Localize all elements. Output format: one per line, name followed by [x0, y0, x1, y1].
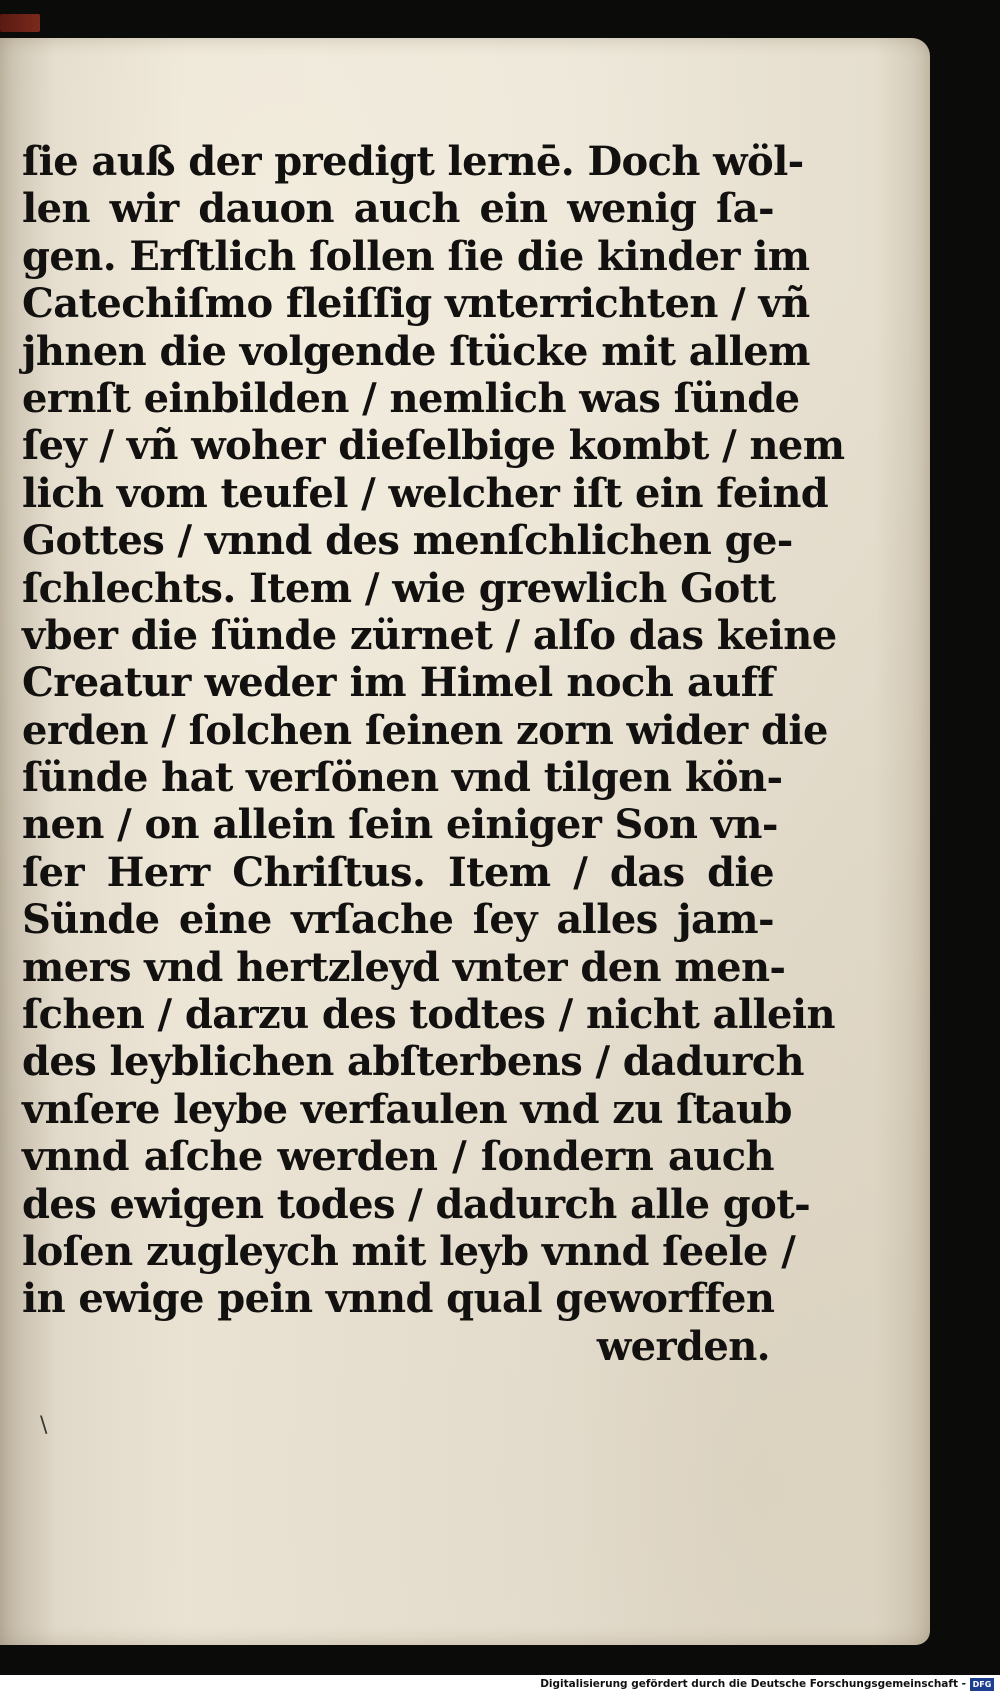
text-line: ſer Herr Chriſtus. Item / das die: [22, 848, 774, 896]
text-line: ſie auß der predigt lernē. Doch wöl-: [22, 138, 804, 185]
text-line: ſchlechts. Item / wie grewlich Gott: [22, 564, 776, 612]
text-line: ſünde hat verſönen vnd tilgen kön-: [22, 754, 783, 802]
text-line: in ewige pein vnnd qual geworffen: [22, 1275, 775, 1323]
text-line: Catechiſmo fleiſſig vnterrichten / vñ: [22, 280, 810, 328]
text-line: lich vom teufel / welcher iſt ein feind: [22, 469, 829, 517]
funding-credit: Digitalisierung gefördert durch die Deutsche Forschungsgemeinschaft -: [540, 1678, 966, 1690]
text-line: len wir dauon auch ein wenig ſa-: [22, 185, 774, 233]
text-line: vnſere leybe verfaulen vnd zu ſtaub: [22, 1085, 792, 1133]
text-line: Sünde eine vrſache ſey alles jam-: [22, 896, 774, 944]
text-line-final: werden.: [596, 1322, 770, 1370]
text-line: Gottes / vnnd des menſchlichen ge-: [22, 517, 793, 565]
text-line: loſen zugleych mit leyb vnnd ſeele /: [22, 1227, 796, 1275]
footer-bar: [0, 1675, 1000, 1695]
text-line: gen. Erſtlich ſollen ſie die kinder im: [22, 232, 810, 280]
text-line: des leyblichen abſterbens / dadurch: [22, 1038, 805, 1086]
ink-mark: \: [40, 1413, 48, 1438]
text-line: jhnen die volgende ſtücke mit allem: [22, 327, 810, 375]
text-line: vber die ſünde zürnet / alſo das keine: [22, 611, 837, 659]
text-line: ſchen / darzu des todtes / nicht allein: [22, 991, 835, 1039]
text-line: ernſt einbilden / nemlich was ſünde: [22, 374, 800, 422]
dfg-logo: DFG: [970, 1678, 994, 1691]
text-line: ſey / vñ woher dieſelbige kombt / nem: [22, 422, 845, 470]
text-line: vnnd aſche werden / ſondern auch: [22, 1133, 774, 1181]
text-line: mers vnd hertzleyd vnter den men-: [22, 943, 786, 991]
text-line: des ewigen todes / dadurch alle got-: [22, 1180, 811, 1228]
binding-edge: [0, 14, 40, 32]
text-line: erden / ſolchen ſeinen zorn wider die: [22, 706, 828, 754]
text-line: Creatur weder im Himel noch auff: [22, 659, 774, 707]
body-text: [22, 138, 845, 1370]
text-line: nen / on allein ſein einiger Son vn-: [22, 801, 778, 849]
book-page: [0, 38, 930, 1645]
